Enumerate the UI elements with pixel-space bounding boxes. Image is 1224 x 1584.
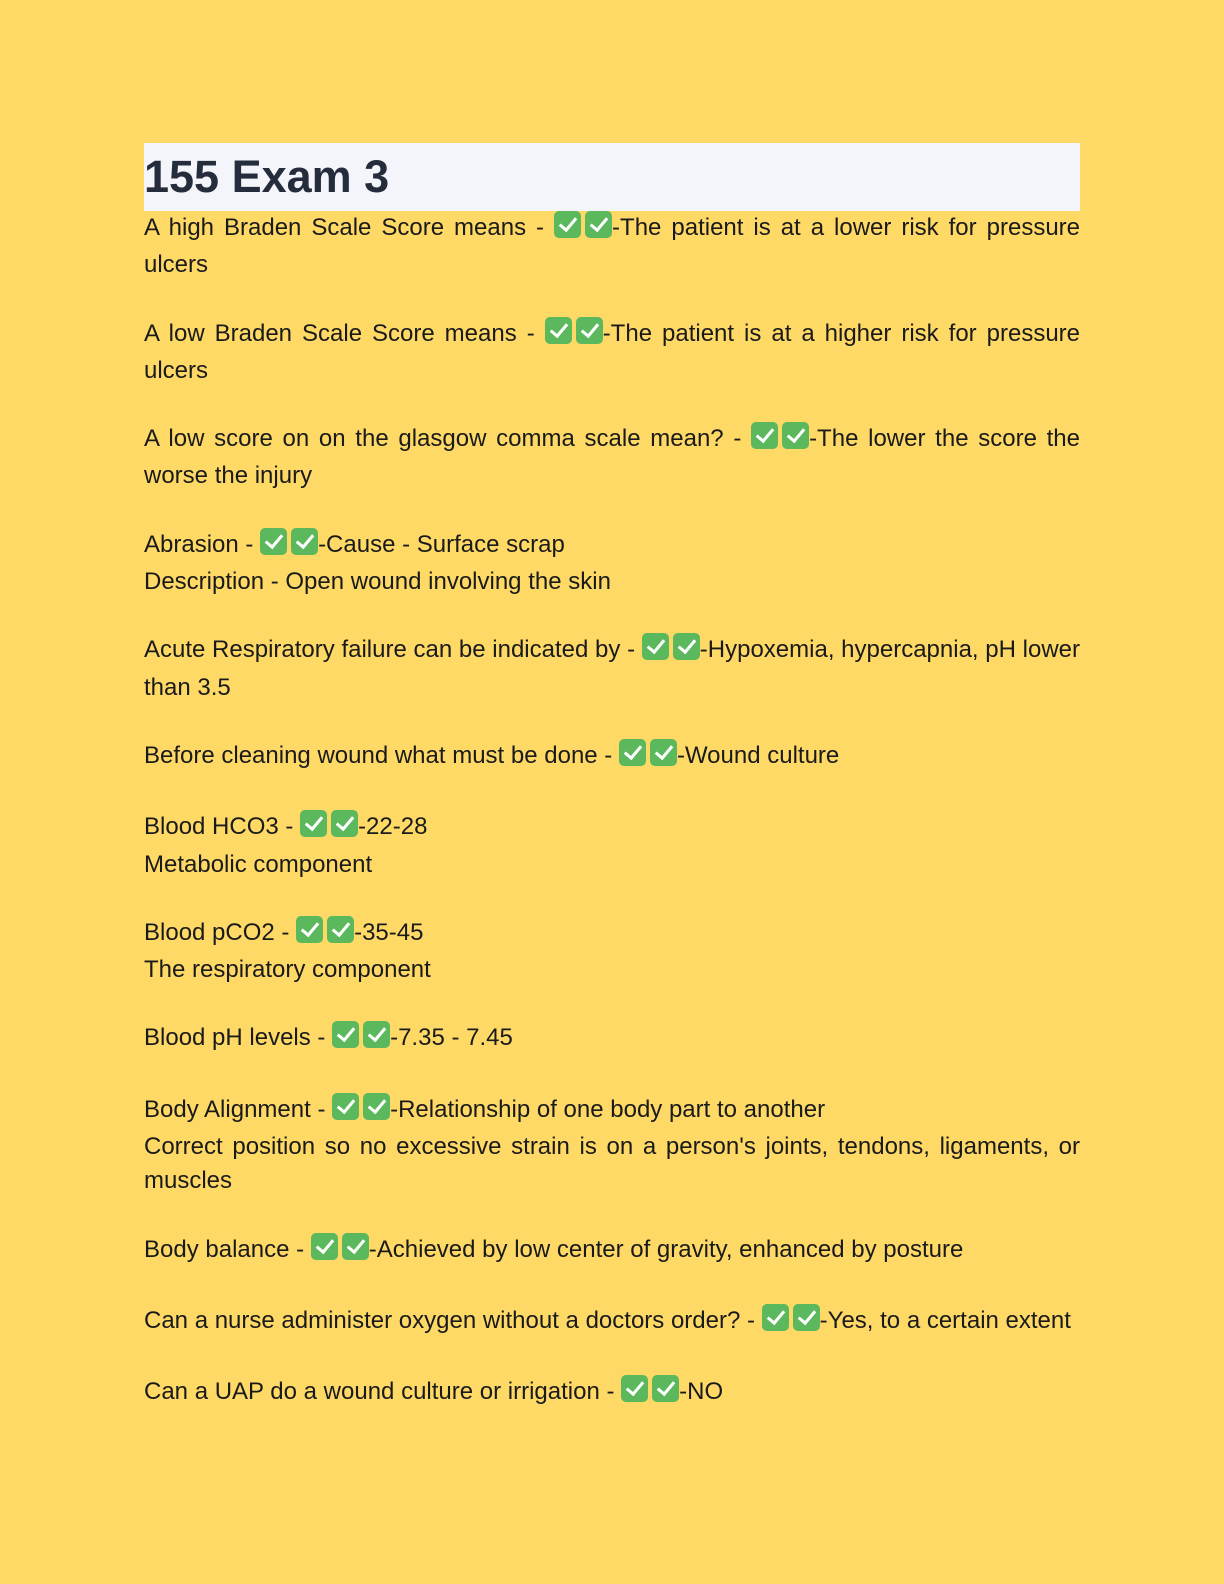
document-page	[144, 143, 1080, 1447]
double-check-mark-icon	[642, 633, 700, 670]
check-mark-icon	[327, 916, 354, 943]
question-text: A high Braden Scale Score means -	[144, 214, 545, 241]
answer-text: -The patient is at a lower risk for pressure ulcers	[144, 214, 1081, 279]
question-text: Body Alignment -	[144, 1095, 326, 1123]
flashcard-entry	[144, 739, 1080, 776]
question-answer-line	[144, 810, 1080, 847]
check-mark-icon	[782, 422, 809, 449]
check-mark-icon	[619, 739, 646, 766]
answer-text: -Achieved by low center of gravity, enhanced by posture	[368, 1235, 964, 1263]
answer-detail-line: The respiratory component	[144, 956, 431, 984]
check-mark-icon	[751, 422, 778, 449]
flashcard-entry	[144, 1021, 1080, 1058]
double-check-mark-icon	[619, 739, 677, 776]
check-mark-icon	[311, 1233, 338, 1260]
flashcard-entry	[144, 1093, 1080, 1199]
double-check-mark-icon	[554, 211, 612, 248]
answer-text: -7.35 - 7.45	[390, 1024, 513, 1052]
check-mark-icon	[673, 633, 700, 660]
answer-detail-line: Correct position so no excessive strain is on a person's joints, tendons, ligaments, or muscles	[144, 1133, 1080, 1195]
flashcard-entry	[144, 422, 1080, 494]
question-answer-line	[144, 916, 1080, 953]
check-mark-icon	[363, 1093, 390, 1120]
check-mark-icon	[652, 1375, 679, 1402]
answer-text: -22-28	[358, 813, 428, 841]
check-mark-icon	[363, 1021, 390, 1048]
double-check-mark-icon	[545, 317, 603, 354]
double-check-mark-icon	[260, 528, 318, 565]
question-answer-line	[144, 1233, 1080, 1270]
flashcard-entry	[144, 1233, 1080, 1270]
answer-detail-line: Description - Open wound involving the skin	[144, 568, 611, 596]
check-mark-icon	[545, 317, 572, 344]
question-text: A low score on on the glasgow comma scale mean? -	[144, 425, 742, 453]
question-text: Acute Respiratory failure can be indicated by -	[144, 636, 636, 664]
check-mark-icon	[576, 317, 603, 344]
answer-text: -NO	[679, 1378, 724, 1406]
flashcard-entry	[144, 528, 1080, 600]
question-answer-line	[144, 422, 1080, 494]
question-answer-line	[144, 633, 1080, 705]
double-check-mark-icon	[311, 1233, 369, 1270]
question-answer-line	[144, 211, 1080, 283]
page-title: 155 Exam 3	[144, 150, 390, 202]
check-mark-icon	[642, 633, 669, 660]
double-check-mark-icon	[621, 1375, 679, 1412]
answer-detail-line: Metabolic component	[144, 850, 373, 878]
check-mark-icon	[300, 810, 327, 837]
question-text: Abrasion -	[144, 530, 254, 558]
question-text: Blood pH levels -	[144, 1024, 326, 1052]
answer-text: -Cause - Surface scrap	[318, 530, 565, 558]
check-mark-icon	[650, 739, 677, 766]
question-text: Blood HCO3 -	[144, 813, 294, 841]
question-text: Can a nurse administer oxygen without a doctors order? -	[144, 1306, 755, 1334]
question-answer-line	[144, 317, 1080, 389]
flashcard-entry	[144, 810, 1080, 882]
answer-text: -35-45	[354, 918, 424, 946]
question-answer-line	[144, 1304, 1080, 1341]
question-answer-line	[144, 739, 1080, 776]
double-check-mark-icon	[296, 916, 354, 953]
flashcard-entry	[144, 916, 1080, 988]
double-check-mark-icon	[751, 422, 809, 459]
check-mark-icon	[554, 211, 581, 238]
check-mark-icon	[621, 1375, 648, 1402]
check-mark-icon	[585, 211, 612, 238]
answer-text: -Hypoxemia, hypercapnia, pH lower than 3.5	[144, 636, 1081, 701]
answer-text: -The patient is at a higher risk for pressure ulcers	[144, 319, 1081, 384]
question-answer-line	[144, 1021, 1080, 1058]
answer-text: -Yes, to a certain extent	[819, 1306, 1071, 1334]
answer-text: -Wound culture	[676, 741, 840, 769]
question-text: Blood pCO2 -	[144, 918, 290, 946]
check-mark-icon	[291, 528, 318, 555]
double-check-mark-icon	[332, 1021, 390, 1058]
question-text: Before cleaning wound what must be done -	[144, 741, 613, 769]
check-mark-icon	[762, 1304, 789, 1331]
check-mark-icon	[793, 1304, 820, 1331]
check-mark-icon	[332, 1093, 359, 1120]
flashcard-entry	[144, 1304, 1080, 1341]
question-answer-line	[144, 1375, 1080, 1412]
double-check-mark-icon	[762, 1304, 820, 1341]
check-mark-icon	[260, 528, 287, 555]
flashcard-entry	[144, 211, 1080, 283]
question-text: Can a UAP do a wound culture or irrigation -	[144, 1378, 615, 1406]
flashcard-entry	[144, 1375, 1080, 1412]
title-bar	[144, 143, 1080, 211]
check-mark-icon	[342, 1233, 369, 1260]
flashcard-entry	[144, 633, 1080, 705]
double-check-mark-icon	[300, 810, 358, 847]
double-check-mark-icon	[332, 1093, 390, 1130]
question-text: A low Braden Scale Score means -	[144, 319, 535, 347]
answer-text: -Relationship of one body part to another	[390, 1095, 826, 1123]
check-mark-icon	[331, 810, 358, 837]
check-mark-icon	[296, 916, 323, 943]
flashcard-list	[144, 211, 1080, 1413]
check-mark-icon	[332, 1021, 359, 1048]
question-text: Body balance -	[144, 1235, 305, 1263]
answer-text: -The lower the score the worse the injury	[144, 425, 1081, 490]
question-answer-line	[144, 1093, 1080, 1130]
question-answer-line	[144, 528, 1080, 565]
flashcard-entry	[144, 317, 1080, 389]
